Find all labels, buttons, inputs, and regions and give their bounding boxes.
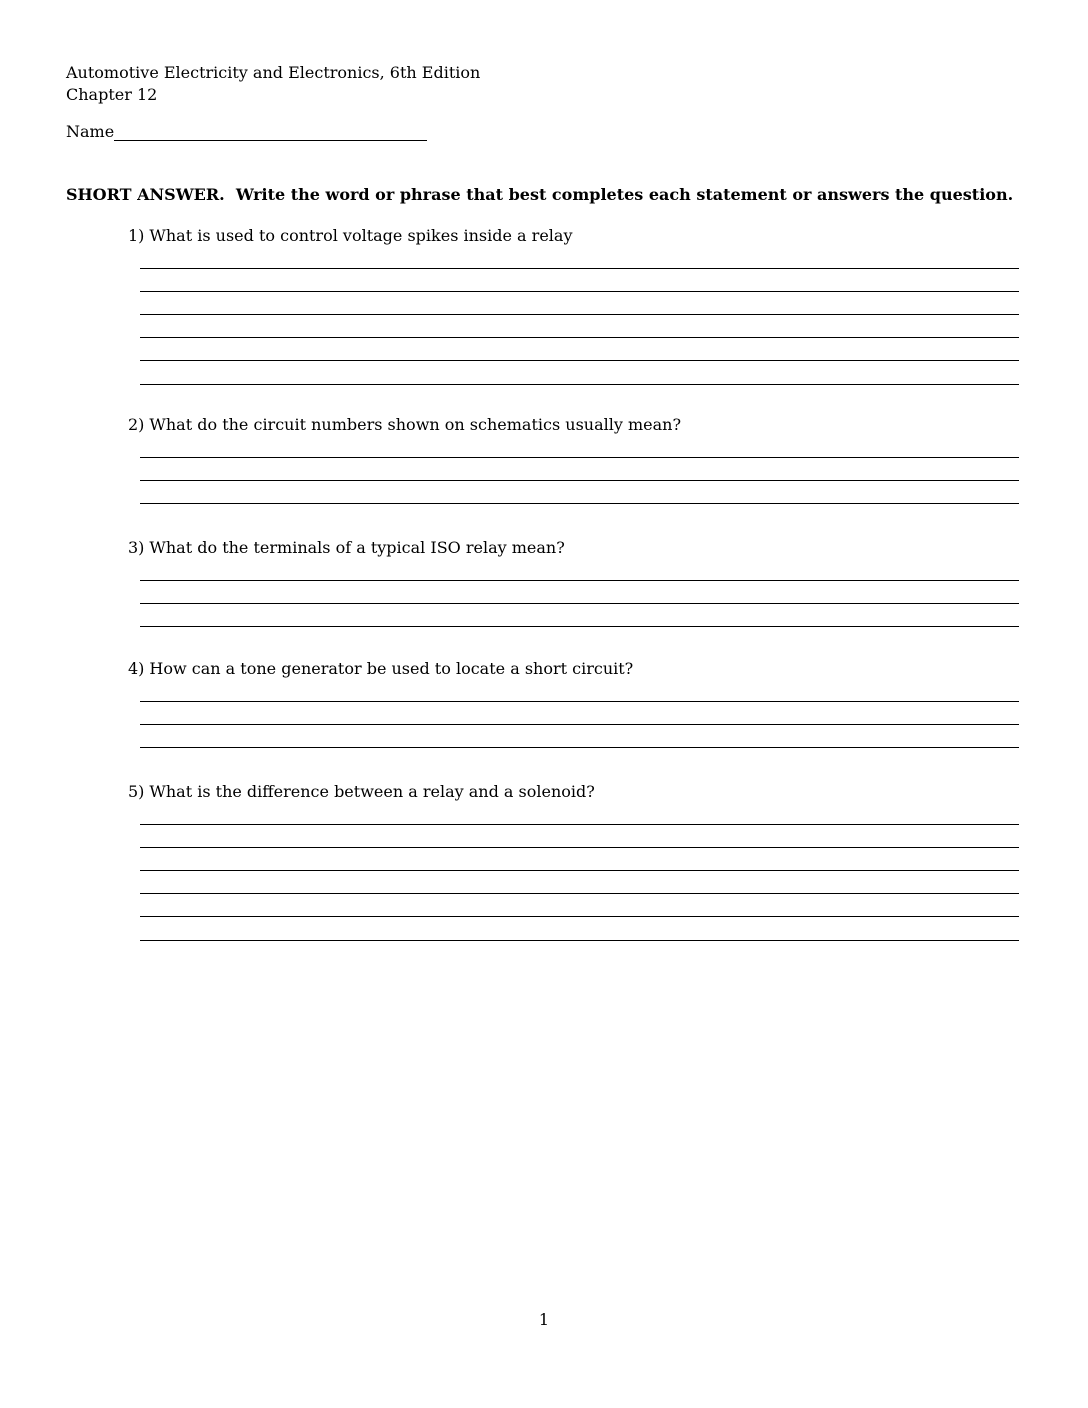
question-number: 1): [128, 226, 145, 245]
question-text: [128, 415, 1019, 435]
question-number: 5): [128, 782, 145, 801]
name-label: Name: [66, 122, 115, 141]
answer-line: [140, 269, 1019, 292]
answer-line: [140, 558, 1019, 581]
question-2: [128, 415, 1019, 504]
question-number: 2): [128, 415, 145, 434]
answer-line: [140, 825, 1019, 848]
answer-lines: [140, 558, 1019, 627]
question-text: [128, 226, 1019, 246]
question-1: [128, 226, 1019, 385]
question-text: [128, 659, 1019, 679]
question-body: What is used to control voltage spikes inside a relay: [149, 226, 573, 245]
answer-lines: [140, 802, 1019, 941]
answer-lines: [140, 435, 1019, 504]
answer-line: [140, 458, 1019, 481]
answer-line: [140, 481, 1019, 504]
answer-line: [140, 848, 1019, 871]
section-instruction: SHORT ANSWER. Write the word or phrase that best completes each statement or answers the question.: [66, 185, 1014, 204]
answer-line: [140, 679, 1019, 702]
answer-line: [140, 315, 1019, 338]
answer-line: [140, 435, 1019, 458]
page-number: 1: [538, 1310, 550, 1329]
answer-line: [140, 725, 1019, 748]
name-row: [66, 122, 427, 142]
answer-line: [140, 581, 1019, 604]
answer-line: [140, 246, 1019, 269]
book-title: Automotive Electricity and Electronics, 6th Edition: [66, 63, 481, 82]
question-number: 3): [128, 538, 145, 557]
answer-line: [140, 871, 1019, 894]
question-text: [128, 782, 1019, 802]
question-body: What do the circuit numbers shown on schematics usually mean?: [149, 415, 682, 434]
document-header: [66, 62, 480, 106]
answer-lines: [140, 679, 1019, 748]
answer-line: [140, 894, 1019, 917]
question-body: What do the terminals of a typical ISO relay mean?: [149, 538, 565, 557]
question-4: [128, 659, 1019, 748]
answer-line: [140, 338, 1019, 361]
question-5: [128, 782, 1019, 941]
answer-line: [140, 917, 1019, 940]
answer-line: [140, 802, 1019, 825]
question-body: How can a tone generator be used to locate a short circuit?: [149, 659, 634, 678]
question-3: [128, 538, 1019, 627]
answer-line: [140, 702, 1019, 725]
answer-line: [140, 604, 1019, 627]
question-body: What is the difference between a relay and a solenoid?: [149, 782, 595, 801]
answer-line: [140, 361, 1019, 384]
question-number: 4): [128, 659, 145, 678]
answer-line: [140, 292, 1019, 315]
name-blank-line: [114, 139, 427, 141]
question-text: [128, 538, 1019, 558]
chapter-title: Chapter 12: [66, 85, 158, 104]
answer-lines: [140, 246, 1019, 385]
